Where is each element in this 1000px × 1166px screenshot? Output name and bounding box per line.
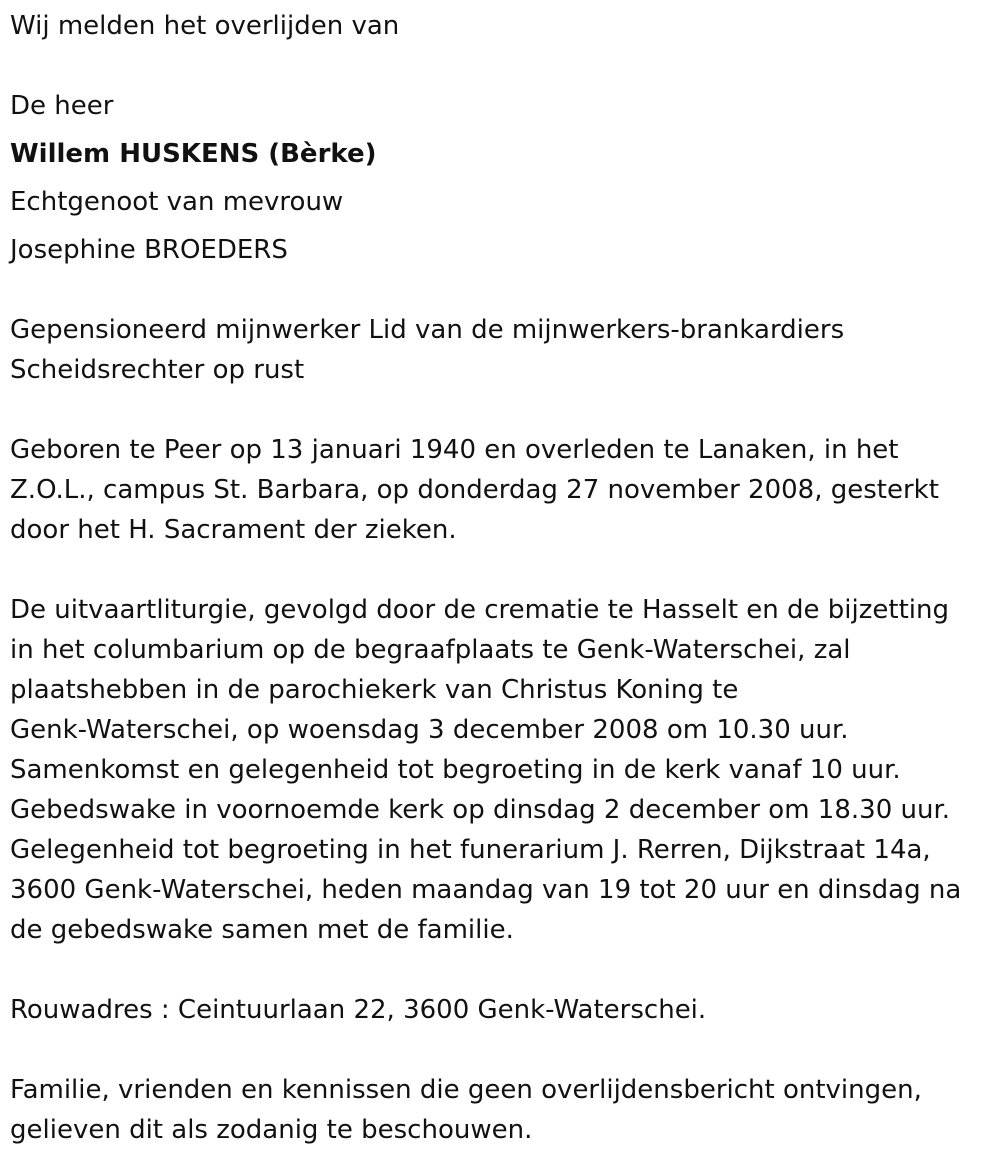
funeral-line: De uitvaartliturgie, gevolgd door de crematie te Hasselt en de bijzetting <box>10 595 949 625</box>
salutation: De heer <box>10 91 114 121</box>
funeral-line: Samenkomst en gelegenheid tot begroeting in de kerk vanaf 10 uur. <box>10 755 901 785</box>
funeral-line: Gelegenheid tot begroeting in het funerarium J. Rerren, Dijkstraat 14a, <box>10 835 931 865</box>
deceased-name: Willem HUSKENS (Bèrke) <box>10 139 377 169</box>
intro-line: Wij melden het overlijden van <box>10 11 400 41</box>
closing-paragraph <box>10 1070 990 1150</box>
funeral-line: de gebedswake samen met de familie. <box>10 915 514 945</box>
spouse-label: Echtgenoot van mevrouw <box>10 187 344 217</box>
birth-death-line: Geboren te Peer op 13 januari 1940 en overleden te Lanaken, in het <box>10 435 899 465</box>
spouse-name: Josephine BROEDERS <box>10 235 288 265</box>
closing-line: gelieven dit als zodanig te beschouwen. <box>10 1115 533 1145</box>
funeral-line: in het columbarium op de begraafplaats te Genk-Waterschei, zal <box>10 635 851 665</box>
occupation-line: Scheidsrechter op rust <box>10 355 305 385</box>
birth-death-paragraph <box>10 430 990 550</box>
funeral-line: Gebedswake in voornoemde kerk op dinsdag 2 december om 18.30 uur. <box>10 795 951 825</box>
funeral-line: Genk-Waterschei, op woensdag 3 december 2008 om 10.30 uur. <box>10 715 849 745</box>
funeral-line: 3600 Genk-Waterschei, heden maandag van 19 tot 20 uur en dinsdag na <box>10 875 962 905</box>
funeral-line: plaatshebben in de parochiekerk van Christus Koning te <box>10 675 739 705</box>
occupation-paragraph <box>10 310 990 390</box>
birth-death-line: door het H. Sacrament der zieken. <box>10 515 457 545</box>
occupation-line: Gepensioneerd mijnwerker Lid van de mijnwerkers-brankardiers <box>10 315 845 345</box>
birth-death-line: Z.O.L., campus St. Barbara, op donderdag 27 november 2008, gesterkt <box>10 475 939 505</box>
mourning-address: Rouwadres : Ceintuurlaan 22, 3600 Genk-Waterschei. <box>10 995 707 1025</box>
closing-line: Familie, vrienden en kennissen die geen overlijdensbericht ontvingen, <box>10 1075 922 1105</box>
funeral-paragraph <box>10 590 990 950</box>
